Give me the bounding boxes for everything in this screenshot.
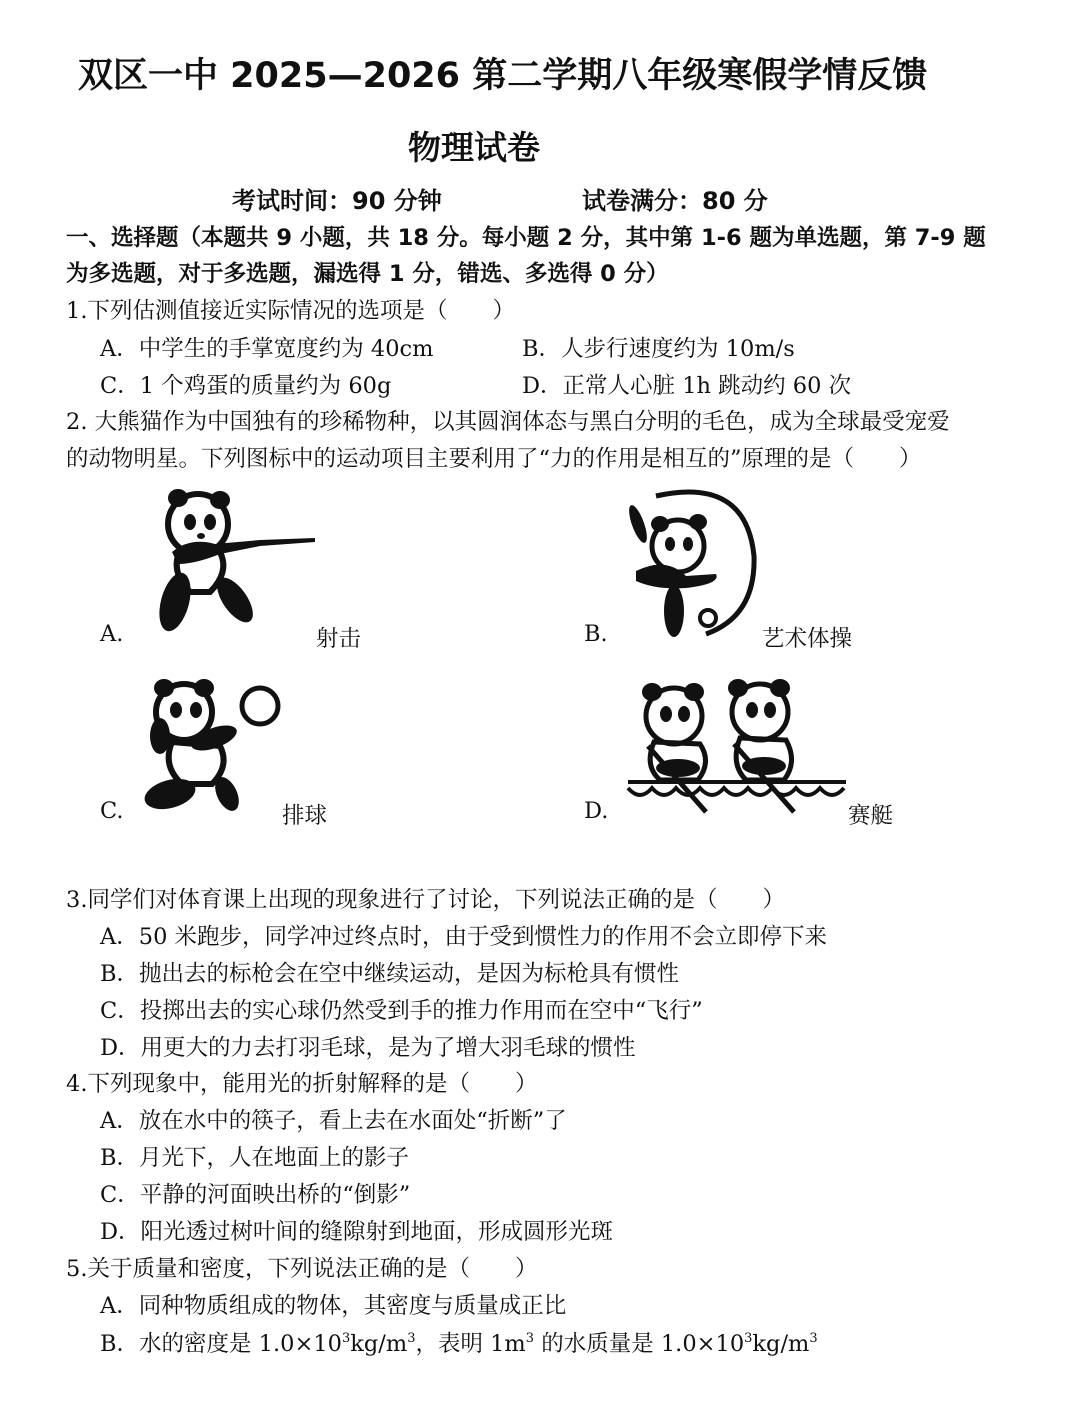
q5b-sup4: 3 <box>744 1331 753 1346</box>
option-b-label: 艺术体操 <box>762 626 853 652</box>
q5b-part2: kg/m <box>350 1331 408 1357</box>
question-5-option-b <box>100 1326 818 1358</box>
panda-volleyball-icon <box>142 676 284 816</box>
question-3-option-d: D．用更大的力去打羽毛球，是为了增大羽毛球的惯性 <box>100 1035 636 1061</box>
q5b-sup3: 3 <box>525 1331 535 1346</box>
q5b-part3: ，表明 1m <box>415 1331 526 1357</box>
question-4-option-a: A．放在水中的筷子，看上去在水面处“折断”了 <box>100 1108 567 1134</box>
question-3-option-b: B．抛出去的标枪会在空中继续运动，是因为标枪具有惯性 <box>100 961 680 987</box>
q5b-sup5: 3 <box>809 1331 818 1346</box>
option-d-label: 赛艇 <box>848 803 894 829</box>
question-5-stem: 5.关于质量和密度，下列说法正确的是（ ） <box>66 1256 538 1282</box>
panda-shooting-icon <box>150 482 320 634</box>
q5b-part4: 的水质量是 1.0×10 <box>534 1331 745 1357</box>
question-2-stem-line1: 2. 大熊猫作为中国独有的珍稀物种，以其圆润体态与黑白分明的毛色，成为全球最受宠爱 <box>66 409 950 435</box>
question-5-option-a: A．同种物质组成的物体，其密度与质量成正比 <box>100 1293 567 1319</box>
option-d-letter: D. <box>584 798 609 824</box>
q5b-sup1: 3 <box>341 1331 351 1346</box>
q5b-part1: B．水的密度是 1.0×10 <box>100 1331 342 1357</box>
question-1-stem: 1.下列估测值接近实际情况的选项是（ ） <box>66 298 515 324</box>
q5b-sup2: 3 <box>407 1331 416 1346</box>
option-c-letter: C. <box>100 798 124 824</box>
question-4-option-c: C．平静的河面映出桥的“倒影” <box>100 1182 411 1208</box>
question-4-stem: 4.下列现象中，能用光的折射解释的是（ ） <box>66 1071 538 1097</box>
question-3-option-a: A．50 米跑步，同学冲过终点时，由于受到惯性力的作用不会立即停下来 <box>100 924 828 950</box>
question-1-option-c: C．1 个鸡蛋的质量约为 60g <box>100 373 392 399</box>
full-score: 试卷满分：80 分 <box>582 187 768 215</box>
question-2-stem-line2: 的动物明星。下列图标中的运动项目主要利用了“力的作用是相互的”原理的是（ ） <box>66 446 922 472</box>
option-c-label: 排球 <box>282 803 328 829</box>
question-1-option-d: D．正常人心脏 1h 跳动约 60 次 <box>522 373 852 399</box>
option-b-letter: B. <box>584 621 608 647</box>
panda-gymnastics-icon <box>626 486 766 638</box>
exam-subtitle: 物理试卷 <box>408 128 540 167</box>
panda-rowing-icon <box>626 676 848 816</box>
q5b-part5: kg/m <box>752 1331 810 1357</box>
question-1-option-b: B．人步行速度约为 10m/s <box>522 336 795 362</box>
section-1-heading-line2: 为多选题，对于多选题，漏选得 1 分，错选、多选得 0 分） <box>66 261 669 287</box>
question-1-option-a: A．中学生的手掌宽度约为 40cm <box>100 336 434 362</box>
question-4-option-d: D．阳光透过树叶间的缝隙射到地面，形成圆形光斑 <box>100 1219 614 1245</box>
question-3-option-c: C．投掷出去的实心球仍然受到手的推力作用而在空中“飞行” <box>100 998 703 1024</box>
section-1-heading-line1: 一、选择题（本题共 9 小题，共 18 分。每小题 2 分，其中第 1-6 题为单选题，第 7-9 题 <box>66 225 986 251</box>
option-a-letter: A. <box>100 621 124 647</box>
exam-title: 双区一中 2025—2026 第二学期八年级寒假学情反馈 <box>78 56 928 96</box>
question-4-option-b: B．月光下，人在地面上的影子 <box>100 1145 410 1171</box>
question-3-stem: 3.同学们对体育课上出现的现象进行了讨论，下列说法正确的是（ ） <box>66 887 785 913</box>
exam-time: 考试时间：90 分钟 <box>232 187 442 215</box>
option-a-label: 射击 <box>316 626 362 652</box>
